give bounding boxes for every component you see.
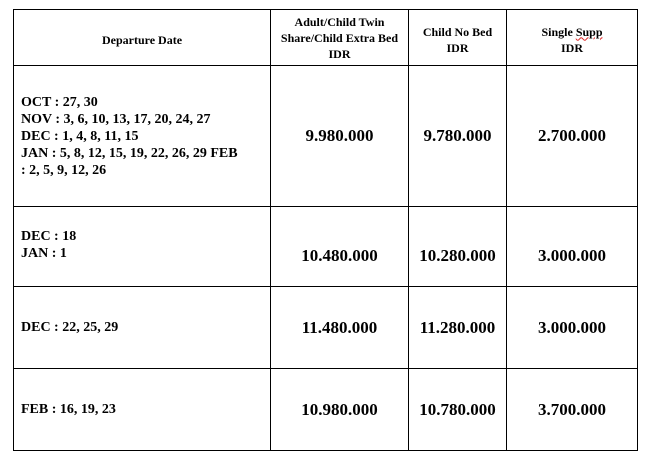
single-supp-price: 3.000.000 <box>507 287 638 369</box>
child-no-bed-price: 11.280.000 <box>409 287 507 369</box>
header-twin-share: Adult/Child Twin Share/Child Extra Bed IDR <box>271 10 409 66</box>
departure-dates-cell: OCT : 27, 30 NOV : 3, 6, 10, 13, 17, 20, 24, 27 DEC : 1, 4, 8, 11, 15 JAN : 5, 8, 12, 15, 19, 22, 26, 29 FEB : 2, 5, 9, 12, 26 <box>14 66 271 207</box>
child-no-bed-price: 10.280.000 <box>409 207 507 287</box>
table-row <box>14 66 638 207</box>
departure-dates-cell: DEC : 18 JAN : 1 <box>14 207 271 287</box>
child-no-bed-price: 9.780.000 <box>409 66 507 207</box>
departure-dates-cell: DEC : 22, 25, 29 <box>14 287 271 369</box>
table-header-row <box>14 10 638 66</box>
single-supp-price: 2.700.000 <box>507 66 638 207</box>
twin-share-price: 9.980.000 <box>271 66 409 207</box>
departure-dates-cell: FEB : 16, 19, 23 <box>14 369 271 451</box>
twin-share-price: 10.980.000 <box>271 369 409 451</box>
spellcheck-squiggle: Supp <box>575 24 603 39</box>
header-single-supp: Single Supp IDR <box>507 10 638 66</box>
table-row <box>14 369 638 451</box>
header-departure-date: Departure Date <box>14 10 271 66</box>
header-child-no-bed: Child No Bed IDR <box>409 10 507 66</box>
single-supp-price: 3.700.000 <box>507 369 638 451</box>
table-row <box>14 207 638 287</box>
single-supp-price: 3.000.000 <box>507 207 638 287</box>
twin-share-price: 10.480.000 <box>271 207 409 287</box>
twin-share-price: 11.480.000 <box>271 287 409 369</box>
child-no-bed-price: 10.780.000 <box>409 369 507 451</box>
table-row <box>14 287 638 369</box>
price-table <box>13 9 638 451</box>
